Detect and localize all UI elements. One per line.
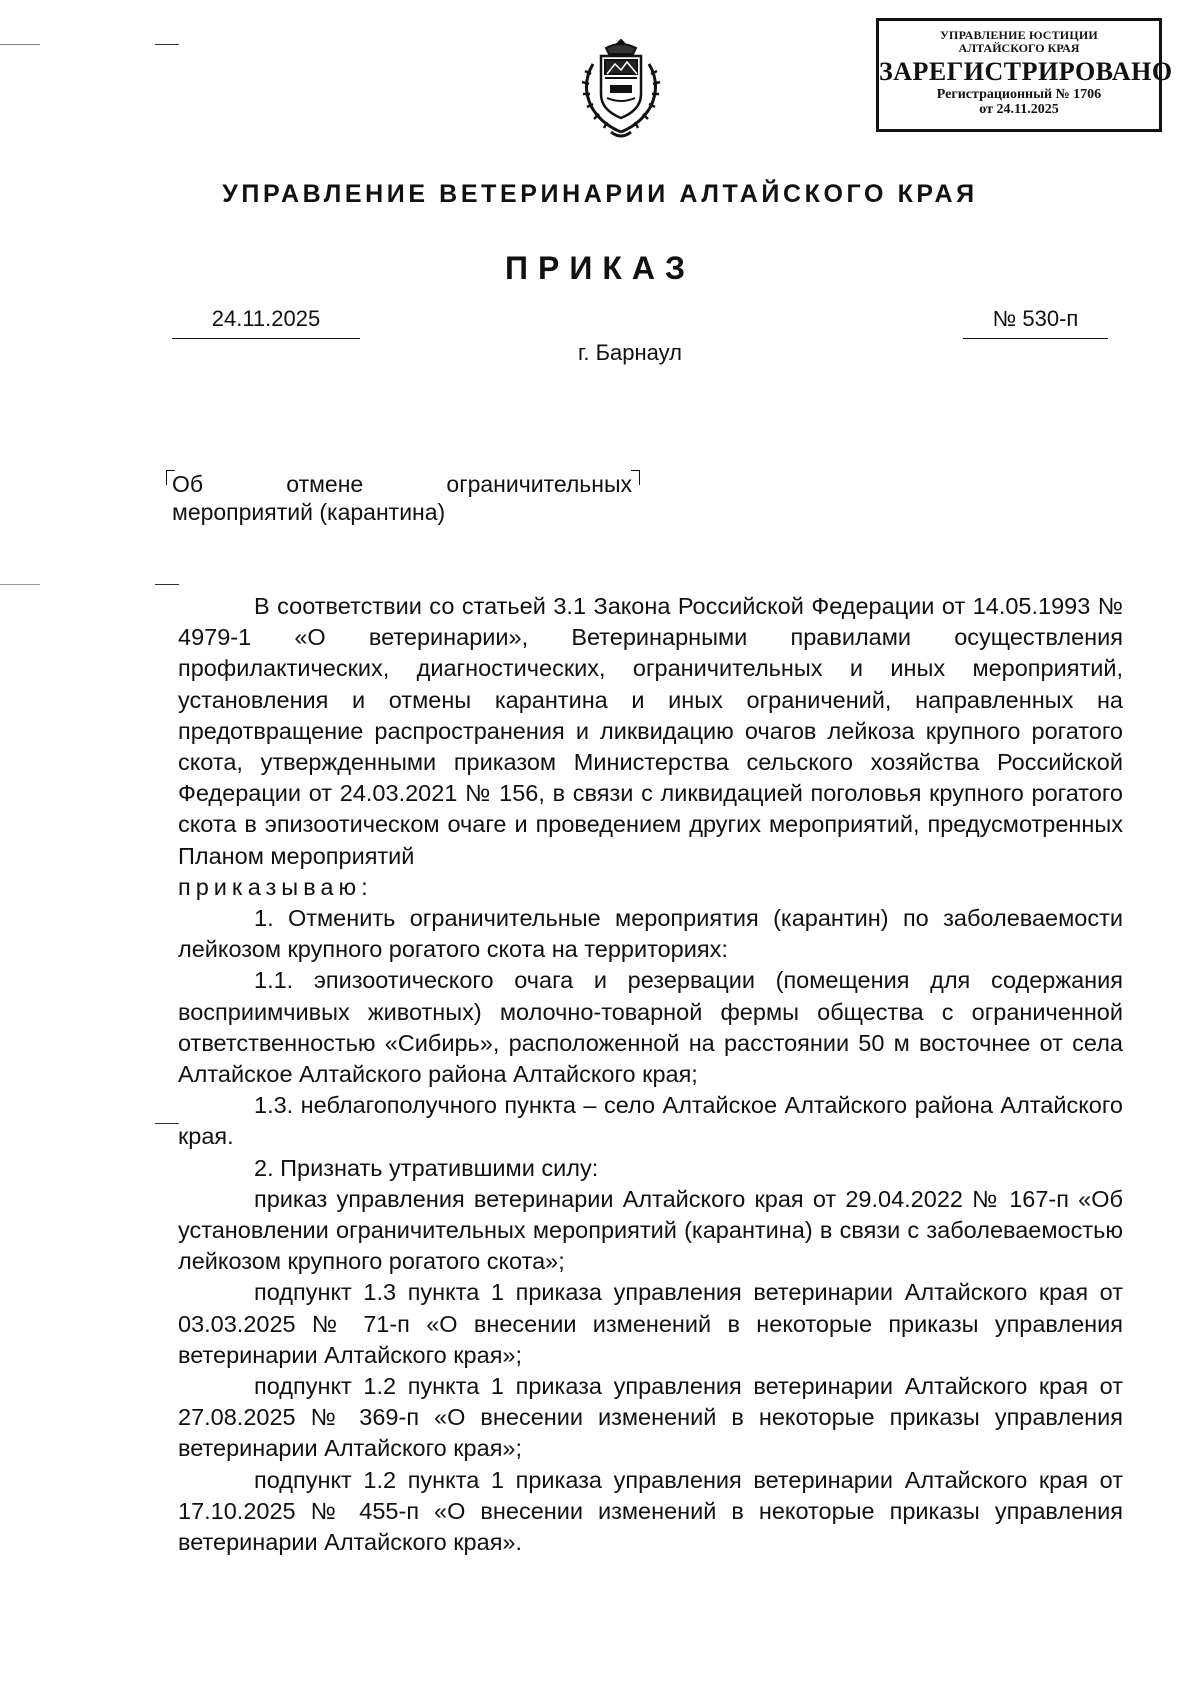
organization-name: УПРАВЛЕНИЕ ВЕТЕРИНАРИИ АЛТАЙСКОГО КРАЯ bbox=[222, 180, 978, 208]
order-word: приказываю: bbox=[178, 873, 373, 900]
registration-stamp bbox=[876, 18, 1173, 132]
order-subject bbox=[172, 470, 632, 526]
subject-bracket-right bbox=[631, 470, 640, 485]
clause-2-item-d: подпункт 1.2 пункта 1 приказа управления ветеринарии Алтайского края от 17.10.2025 № 455-п «О внесении изменений в некоторые приказы управления ветеринарии Алтайского края». bbox=[178, 1466, 1123, 1556]
document-type-title: ПРИКАЗ bbox=[504, 250, 696, 286]
subject-word: ограничительных bbox=[446, 471, 632, 497]
scan-mark bbox=[0, 44, 40, 45]
scan-mark bbox=[155, 1123, 179, 1124]
stamp-authority-line1: УПРАВЛЕНИЕ ЮСТИЦИИ bbox=[940, 28, 1098, 42]
stamp-reg-number: Регистрационный № 1706 bbox=[936, 87, 1102, 103]
scan-mark bbox=[155, 44, 179, 45]
stamp-status: ЗАРЕГИСТРИРОВАНО bbox=[879, 57, 1173, 87]
altai-krai-coat-of-arms-icon bbox=[571, 34, 671, 144]
issue-city: г. Барнаул bbox=[578, 340, 682, 365]
subject-word: отмене bbox=[286, 471, 364, 497]
subject-bracket-left bbox=[166, 470, 175, 485]
clause-2-item-c: подпункт 1.2 пункта 1 приказа управления ветеринарии Алтайского края от 27.08.2025 № 369-п «О внесении изменений в некоторые приказы управления ветеринарии Алтайского края»; bbox=[178, 1373, 1123, 1462]
clause-2: 2. Признать утратившими силу: bbox=[254, 1154, 599, 1181]
clause-1-1: 1.1. эпизоотического очага и резервации (помещения для содержания восприимчивых животных) молочно-товарной фермы общества с ограниченной ответственностью «Сибирь», расположенной на расстоянии 50 м восточнее от села Алтайское Алтайского района Алтайского края; bbox=[178, 967, 1123, 1088]
scan-mark bbox=[0, 584, 40, 585]
subject-line-1 bbox=[172, 470, 632, 498]
subject-word: Об bbox=[172, 471, 204, 497]
preamble-paragraph: В соответствии со статьей 3.1 Закона Российской Федерации от 14.05.1993 № 4979-1 «О ветеринарии», Ветеринарными правилами осуществления профилактических, диагностических, ограничительных и иных мероприятий, установления и отмены карантина и иных ограничений, направленных на предотвращение распространения и ликвидацию очагов лейкоза крупного рогатого скота, утвержденными приказом Министерства сельского хозяйства Российской Федерации от 24.03.2021 № 156, в связи с ликвидацией поголовья крупного рогатого скота в эпизоотическом очаге и проведением других мероприятий, предусмотренных Планом мероприятий bbox=[178, 593, 1123, 869]
order-body bbox=[178, 591, 1123, 1558]
subject-line-2: мероприятий (карантина) bbox=[172, 499, 446, 525]
clause-1-3: 1.3. неблагополучного пункта – село Алтайское Алтайского района Алтайского края. bbox=[178, 1092, 1123, 1150]
clause-1: 1. Отменить ограничительные мероприятия (карантин) по заболеваемости лейкозом крупного рогатого скота на территориях: bbox=[178, 905, 1123, 963]
order-date: 24.11.2025 bbox=[172, 306, 360, 339]
clause-2-item-a: приказ управления ветеринарии Алтайского края от 29.04.2022 № 167-п «Об установлении ограничительных мероприятий (карантина) в связи с заболеваемостью лейкозом крупного рогатого скота»; bbox=[178, 1185, 1123, 1275]
scan-mark bbox=[155, 584, 179, 585]
stamp-reg-date: от 24.11.2025 bbox=[979, 102, 1059, 118]
clause-2-item-b: подпункт 1.3 пункта 1 приказа управления ветеринарии Алтайского края от 03.03.2025 № 71-п «О внесении изменений в некоторые приказы управления ветеринарии Алтайского края»; bbox=[178, 1279, 1123, 1368]
order-number: № 530-п bbox=[963, 306, 1108, 339]
stamp-authority-line2: АЛТАЙСКОГО КРАЯ bbox=[958, 40, 1080, 55]
